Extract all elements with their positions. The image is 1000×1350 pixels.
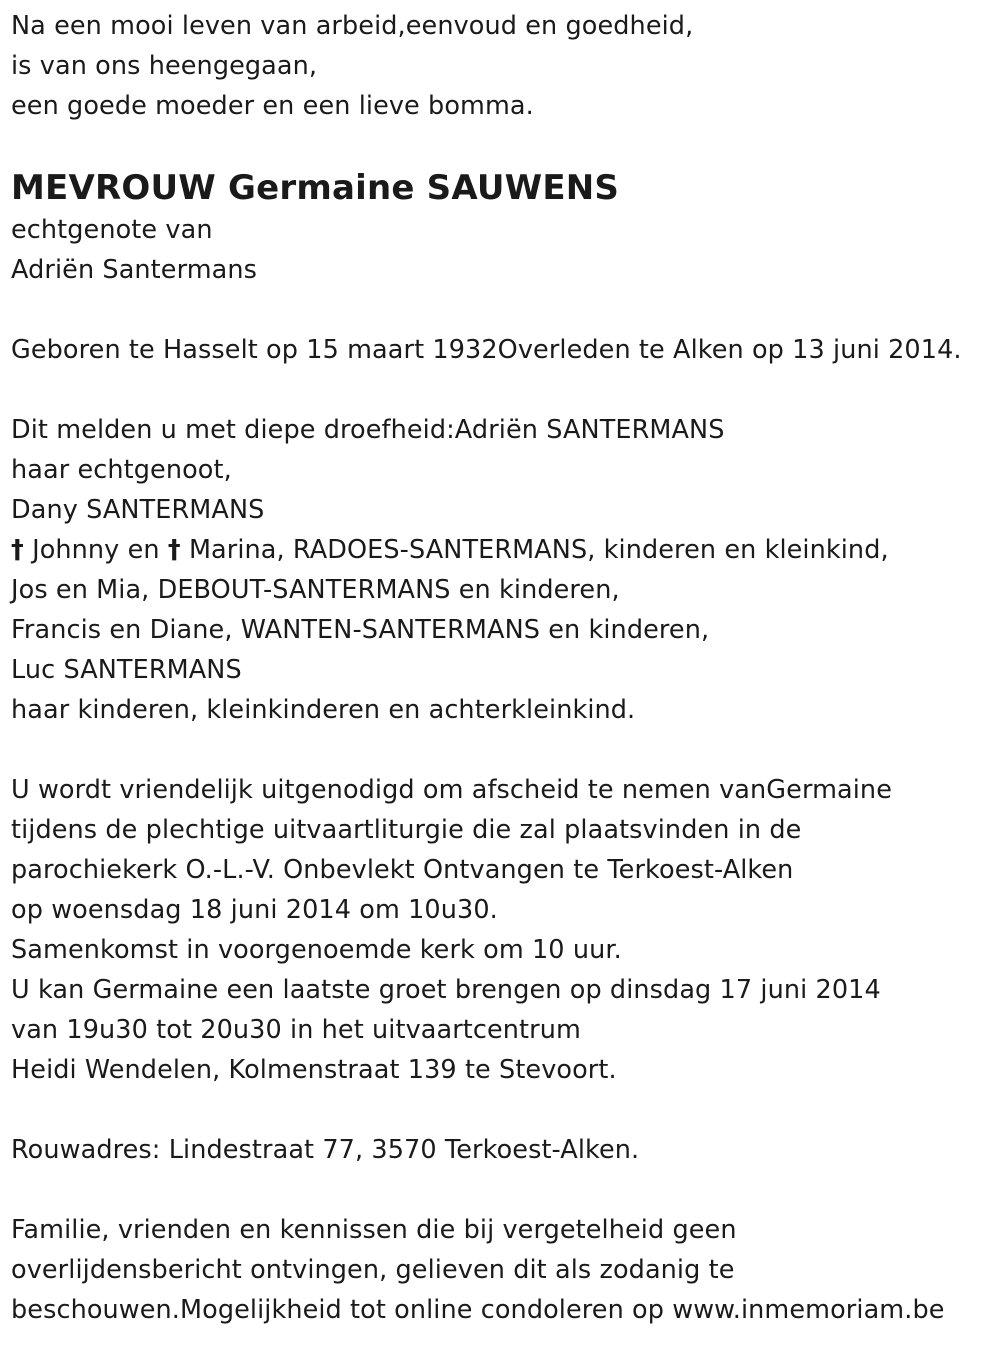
family-line: Luc SANTERMANS xyxy=(11,655,242,685)
family-line: Jos en Mia, DEBOUT-SANTERMANS en kinderen, xyxy=(11,575,620,605)
ceremony-line: van 19u30 tot 20u30 in het uitvaartcentrum xyxy=(11,1015,581,1045)
family-name-part: Johnny en xyxy=(32,535,160,565)
spouse-line: echtgenote van xyxy=(11,215,213,245)
ceremony-line: op woensdag 18 juni 2014 om 10u30. xyxy=(11,895,498,925)
cross-icon: † xyxy=(11,535,24,565)
obituary-notice xyxy=(11,6,996,1330)
deceased-name: MEVROUW Germaine SAUWENS xyxy=(11,168,620,208)
mourning-address: Rouwadres: Lindestraat 77, 3570 Terkoest-Alken. xyxy=(11,1135,640,1165)
spacer xyxy=(11,370,996,410)
family-line: Dany SANTERMANS xyxy=(11,495,265,525)
ceremony-details xyxy=(11,770,996,1090)
intro-line: Na een mooi leven van arbeid,eenvoud en goedheid, xyxy=(11,11,694,41)
family-line: haar kinderen, kleinkinderen en achterkleinkind. xyxy=(11,695,636,725)
family-name-part: Marina, RADOES-SANTERMANS, kinderen en kleinkind, xyxy=(188,535,889,565)
ceremony-line: Heidi Wendelen, Kolmenstraat 139 te Stevoort. xyxy=(11,1055,617,1085)
ceremony-line: tijdens de plechtige uitvaartliturgie die zal plaatsvinden in de xyxy=(11,815,802,845)
spacer xyxy=(11,1090,996,1130)
ceremony-line: U wordt vriendelijk uitgenodigd om afscheid te nemen vanGermaine xyxy=(11,775,892,805)
closing-line: overlijdensbericht ontvingen, gelieven dit als zodanig te xyxy=(11,1255,735,1285)
family-line: Dit melden u met diepe droefheid:Adriën SANTERMANS xyxy=(11,415,725,445)
family-announcement xyxy=(11,410,996,730)
intro-text xyxy=(11,6,996,126)
spouse-line: Adriën Santermans xyxy=(11,255,258,285)
family-line-deceased-children xyxy=(11,530,996,570)
family-line: Francis en Diane, WANTEN-SANTERMANS en kinderen, xyxy=(11,615,710,645)
spacer xyxy=(11,730,996,770)
ceremony-line: parochiekerk O.-L.-V. Onbevlekt Ontvangen te Terkoest-Alken xyxy=(11,855,794,885)
ceremony-line: U kan Germaine een laatste groet brengen op dinsdag 17 juni 2014 xyxy=(11,975,881,1005)
spacer xyxy=(11,1170,996,1210)
birth-death-dates: Geboren te Hasselt op 15 maart 1932Overleden te Alken op 13 juni 2014. xyxy=(11,335,962,365)
intro-line: is van ons heengegaan, xyxy=(11,51,318,81)
ceremony-line: Samenkomst in voorgenoemde kerk om 10 uur. xyxy=(11,935,622,965)
closing-line: beschouwen.Mogelijkheid tot online condoleren op www.inmemoriam.be xyxy=(11,1295,945,1325)
closing-line: Familie, vrienden en kennissen die bij vergetelheid geen xyxy=(11,1215,737,1245)
closing-note xyxy=(11,1210,996,1330)
spacer xyxy=(11,290,996,330)
intro-line: een goede moeder en een lieve bomma. xyxy=(11,91,534,121)
spouse-text xyxy=(11,210,996,290)
cross-icon: † xyxy=(167,535,181,565)
family-line: haar echtgenoot, xyxy=(11,455,232,485)
